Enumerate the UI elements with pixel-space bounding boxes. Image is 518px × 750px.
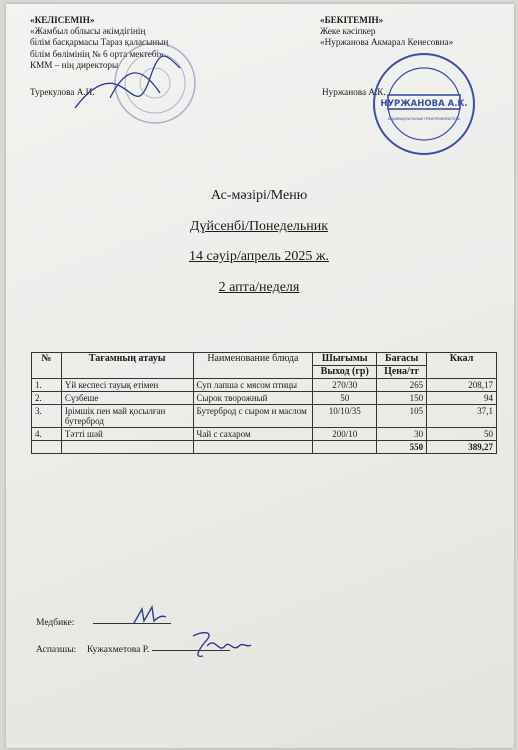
- approval-line: КММ – нің директоры: [30, 59, 119, 70]
- date-title: 14 сәуір/апрель 2025 ж.: [189, 249, 329, 264]
- total-kcal: 389,27: [427, 441, 497, 454]
- row-price: 150: [377, 392, 427, 405]
- week-title: 2 апта/неделя: [218, 279, 300, 295]
- approval-line: білім бөлімінің № 6 орта мектебі»: [30, 48, 164, 59]
- col-output-ru: Выход (гр): [313, 366, 377, 379]
- row-ru: Суп лапша с мясом птицы: [193, 379, 313, 392]
- table-header-row: [32, 353, 497, 366]
- stamp-name: НУРЖАНОВА А.К.: [380, 99, 468, 109]
- approval-block-right: [320, 15, 500, 49]
- cook-name: Кужахметова Р.: [86, 645, 150, 655]
- table-row: [32, 379, 497, 392]
- row-kcal: 50: [427, 428, 497, 441]
- signature-nurse-icon: [130, 603, 170, 627]
- row-output: 270/30: [313, 379, 377, 392]
- table-row: [32, 405, 497, 428]
- stamp-right-icon: [372, 52, 476, 156]
- approval-line: Жеке кәсіпкер: [320, 26, 376, 37]
- table-row: [32, 392, 497, 405]
- total-price: 550: [377, 441, 427, 454]
- row-num: 4.: [32, 428, 62, 441]
- row-ru: Бутерброд с сыром и маслом: [193, 405, 313, 428]
- row-kz: Тәтті шәй: [61, 428, 193, 441]
- col-name-kz: Тағамның атауы: [61, 353, 193, 379]
- row-kcal: 208,17: [427, 379, 497, 392]
- row-ru: Чай с сахаром: [193, 428, 313, 441]
- row-price: 30: [377, 428, 427, 441]
- signature-cook-icon: [185, 628, 255, 662]
- table-row: [32, 428, 497, 441]
- stamp-subtext: ИНДИВИДУАЛЬНЫЙ ПРЕДПРИНИМАТЕЛЬ: [387, 117, 461, 121]
- row-num: 1.: [32, 379, 62, 392]
- col-output-kz: Шығымы: [313, 353, 377, 366]
- signer-left: Турекулова А.И.: [30, 87, 95, 97]
- row-price: 265: [377, 379, 427, 392]
- row-output: 50: [313, 392, 377, 405]
- menu-title: Ас-мәзірі/Меню: [210, 188, 308, 203]
- approval-line: білім басқармасы Тараз қаласының: [30, 37, 169, 48]
- row-kz: Сүзбеше: [61, 392, 193, 405]
- table-total-row: [32, 441, 497, 454]
- row-num: 2.: [32, 392, 62, 405]
- row-output: 10/10/35: [313, 405, 377, 428]
- menu-table: [31, 352, 497, 454]
- col-price-ru: Цена/тг: [377, 366, 427, 379]
- col-name-ru: Наименование блюда: [193, 353, 313, 379]
- row-kz: Үй кеспесі тауық етімен: [61, 379, 193, 392]
- row-kcal: 94: [427, 392, 497, 405]
- approval-line: «Жамбыл облысы әкімдігінің: [30, 26, 146, 37]
- row-output: 200/10: [313, 428, 377, 441]
- row-kz: Ірімшік пен май қосылған бутерброд: [61, 405, 193, 428]
- col-num: №: [32, 353, 62, 379]
- signature-left-icon: [70, 48, 190, 118]
- approval-heading-left: «КЕЛІСЕМІН»: [30, 15, 95, 25]
- approval-line: «Нуржанова Акмарал Кенесовна»: [320, 37, 454, 48]
- signer-right: Нуржанова А.К.: [322, 87, 386, 97]
- row-kcal: 37,1: [427, 405, 497, 428]
- col-price-kz: Бағасы: [377, 353, 427, 366]
- row-num: 3.: [32, 405, 62, 428]
- row-ru: Сырок творожный: [193, 392, 313, 405]
- cook-label: Аспазшы:: [36, 645, 77, 655]
- document-titles: [0, 188, 518, 310]
- nurse-label: Медбике:: [36, 618, 75, 628]
- day-title: Дүйсенбі/Понедельник: [189, 218, 329, 234]
- row-price: 105: [377, 405, 427, 428]
- col-kcal: Ккал: [427, 353, 497, 379]
- approval-heading-right: «БЕКІТЕМІН»: [320, 15, 384, 25]
